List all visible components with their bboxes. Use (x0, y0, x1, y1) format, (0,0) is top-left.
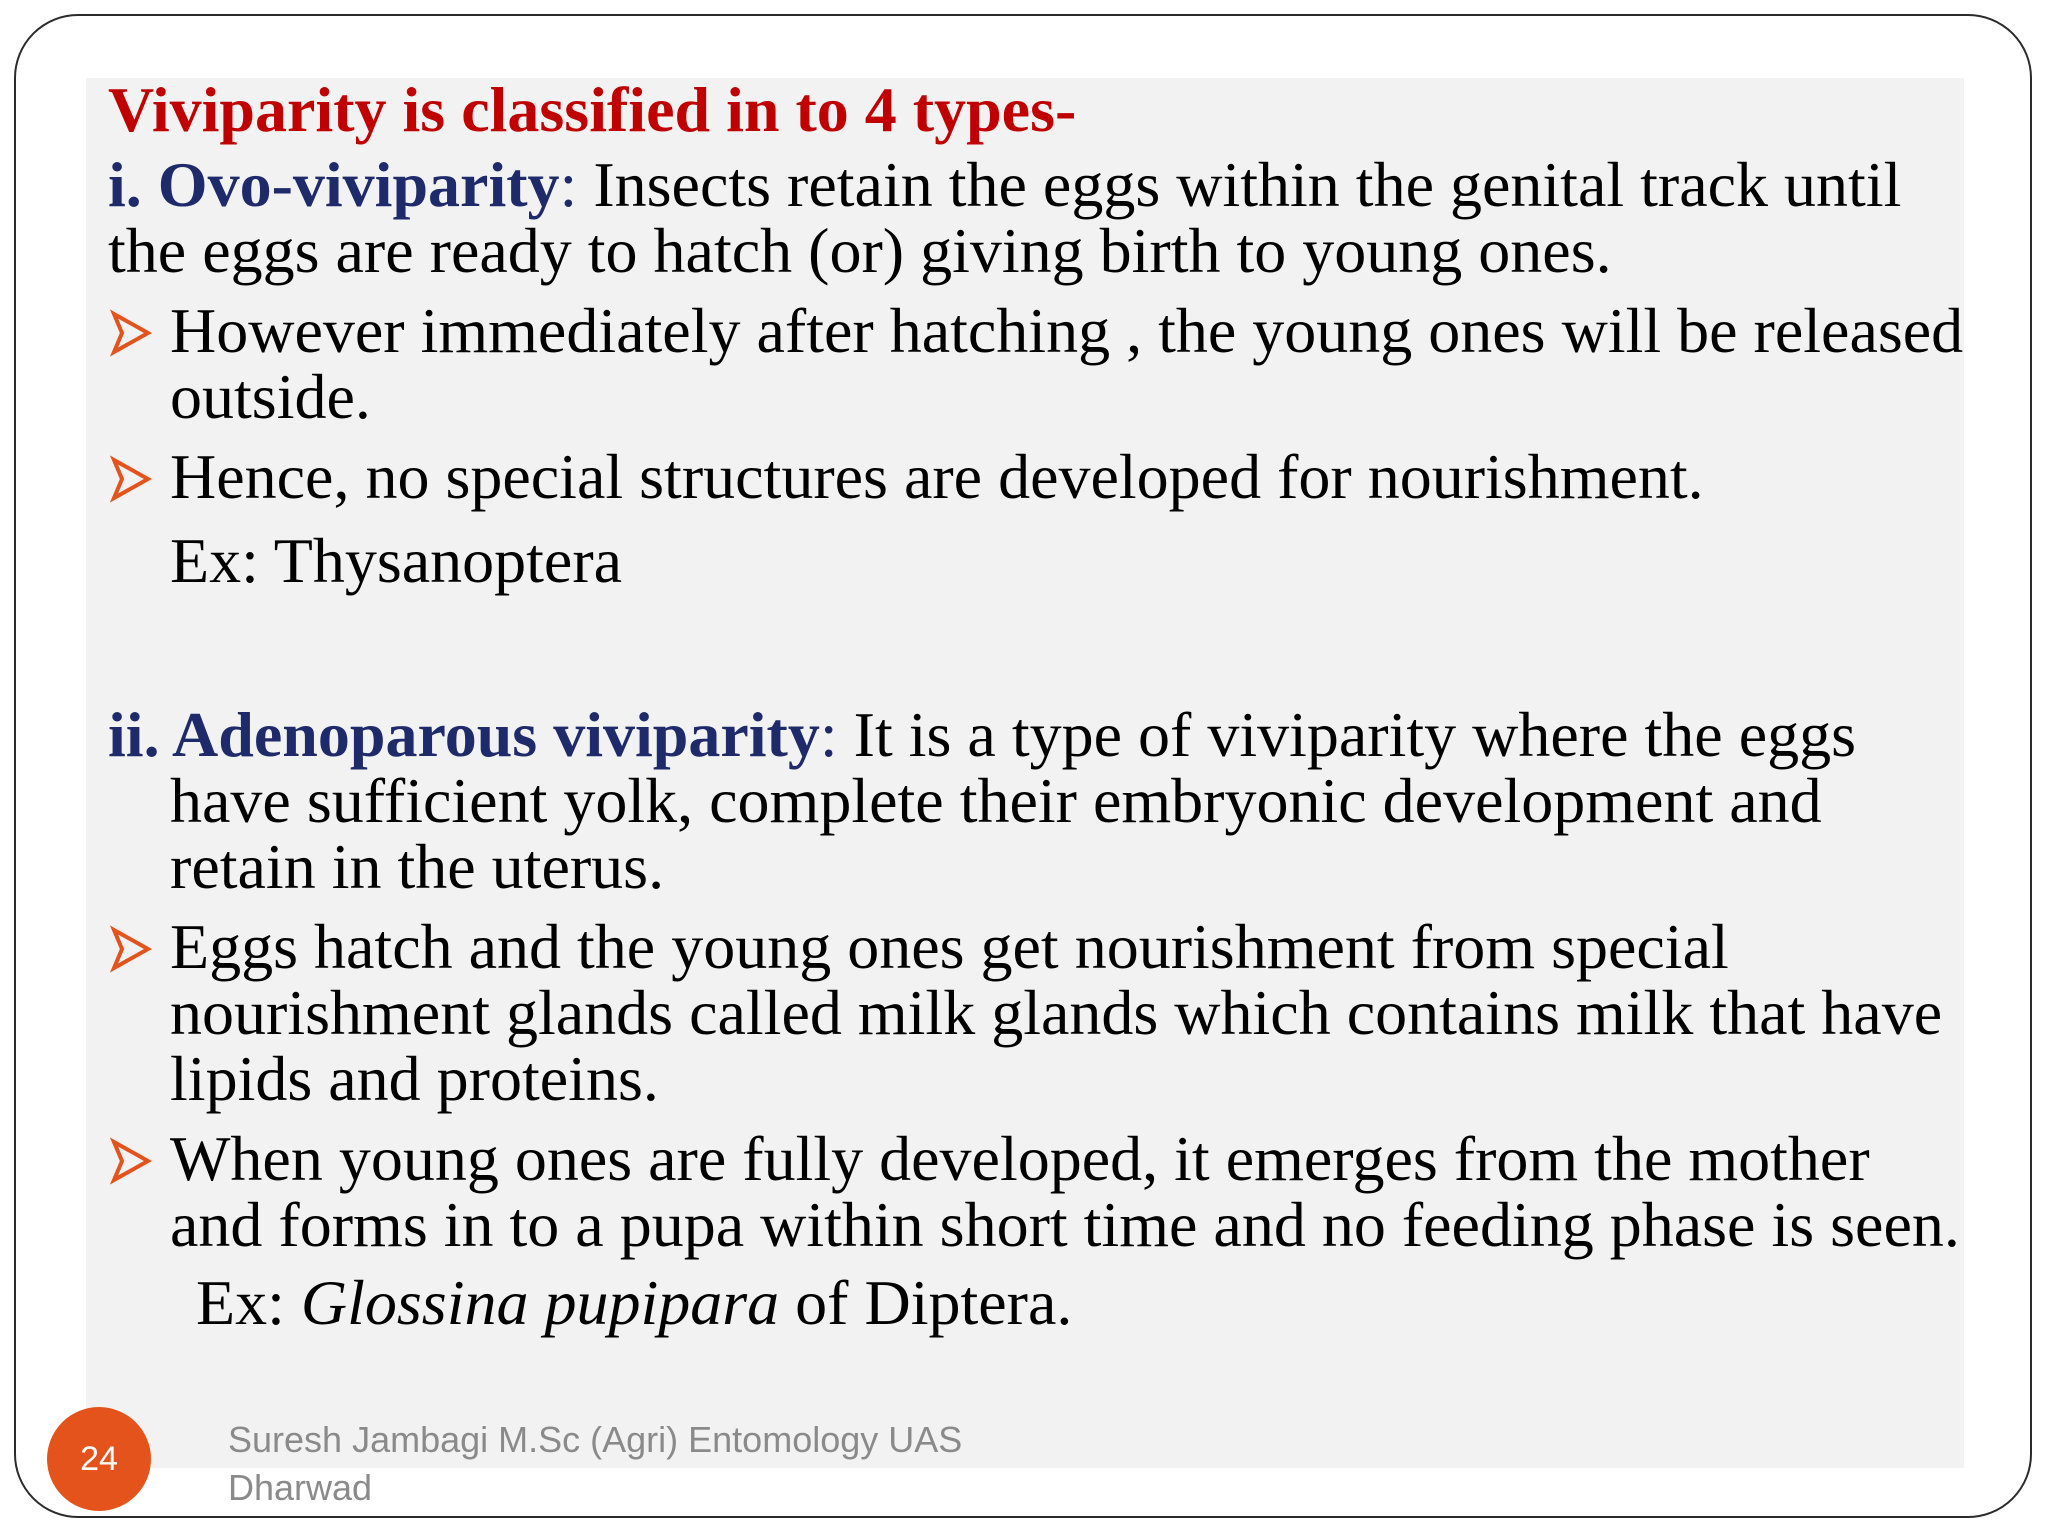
bullet-text: Hence, no special structures are developed for nourishment. (170, 441, 1704, 512)
adenoparous-viviparity-term: ii. Adenoparous viviparity (108, 699, 820, 770)
term-colon: : (819, 699, 838, 770)
adenoparous-viviparity-definition (108, 699, 1968, 902)
bullet-item (108, 295, 1968, 432)
bullet-text: However immediately after hatching , the young ones will be released outside. (170, 295, 1964, 432)
arrowhead-bullet-icon (108, 924, 154, 974)
arrowhead-bullet-icon (108, 308, 154, 358)
slide-heading: Viviparity is classified in to 4 types- (108, 74, 1077, 145)
footer-author-line2: Dharwad (228, 1467, 373, 1508)
ovo-viviparity-term: i. Ovo-viviparity (108, 149, 560, 220)
ovo-viviparity-example: Ex: Thysanoptera (170, 525, 623, 596)
bullet-item (108, 911, 1968, 1114)
footer-author (228, 1416, 1128, 1512)
bullet-item (108, 441, 1968, 512)
example-prefix: Ex: (196, 1267, 301, 1338)
bullet-text: When young ones are fully developed, it emerges from the mother and forms in to a pupa within short time and no feeding phase is seen. (170, 1123, 1960, 1260)
slide-body (108, 72, 1968, 1336)
bullet-item (108, 1123, 1968, 1260)
adenoparous-viviparity-example (108, 1267, 1968, 1338)
ovo-viviparity-text: Insects retain the eggs within the genital track until the eggs are ready to hatch (or) giving birth to young ones. (108, 149, 1902, 286)
slide-frame (14, 14, 2032, 1518)
example-species: Glossina pupipara (300, 1267, 780, 1338)
adenoparous-viviparity-text: It is a type of viviparity where the eggs have sufficient yolk, complete their embryonic development and retain in the uterus. (170, 699, 1856, 902)
section-spacer (108, 594, 1968, 702)
arrowhead-bullet-icon (108, 454, 154, 504)
footer-author-line1: Suresh Jambagi M.Sc (Agri) Entomology UAS (228, 1419, 963, 1460)
bullet-text: Eggs hatch and the young ones get nourishment from special nourishment glands called milk glands which contains milk that have lipids and proteins. (170, 911, 1943, 1114)
example-suffix: of Diptera. (779, 1267, 1073, 1338)
term-colon: : (559, 149, 578, 220)
arrowhead-bullet-icon (108, 1136, 154, 1186)
ovo-viviparity-definition (108, 149, 1968, 286)
slide-number-badge: 24 (47, 1407, 151, 1511)
